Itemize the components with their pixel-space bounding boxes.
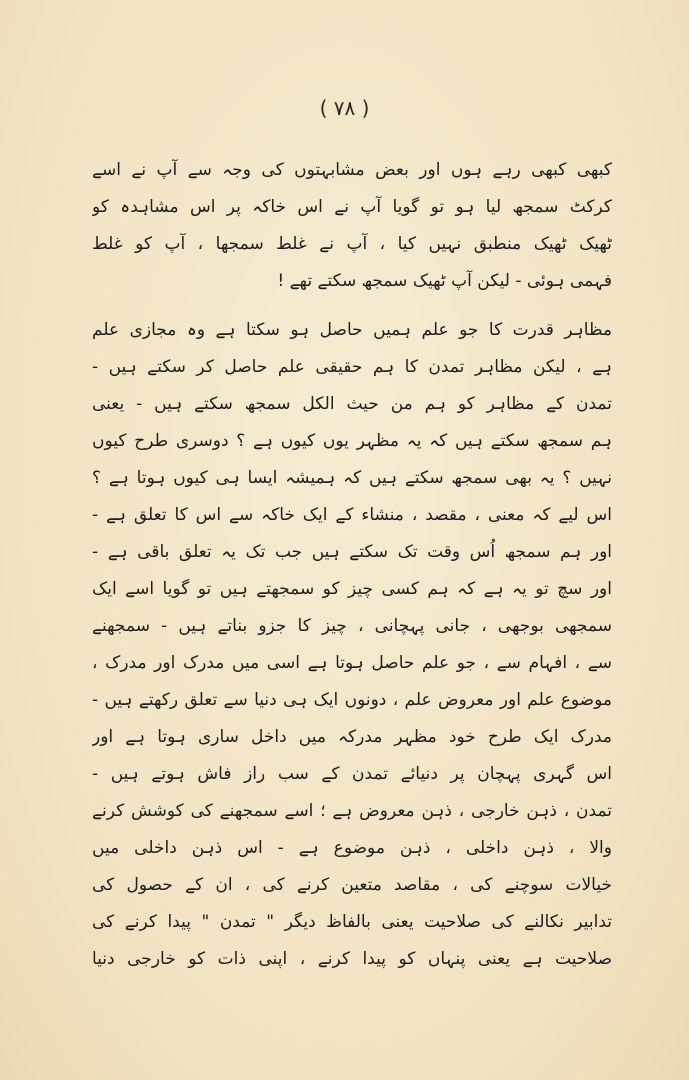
paragraph-1 bbox=[92, 152, 612, 300]
text-line: کرکٹ سمجھ لیا ہو تو گویا آپ نے اس خاکہ پر اس مشاہدہ کو bbox=[92, 197, 612, 217]
text-line: مدرک ایک طرح خود مظہر مدرکہ میں داخل ساری ہوتا ہے اور bbox=[92, 727, 612, 747]
text-line: ہم سمجھ سکتے ہیں کہ یہ مظہر یوں کیوں ہے ؟ دوسری طرح کیوں bbox=[92, 431, 612, 451]
text-line: تمدن کے مظاہر کو ہم من حیث الکل سمجھ سکتے ہیں - یعنی bbox=[92, 394, 612, 414]
text-line: خیالات سوچنے کی ، مقاصد متعین کرنے کی ، ان کے حصول کی bbox=[92, 875, 612, 895]
text-line: صلاحیت ہے یعنی پنہاں کو پیدا کرنے ، اپنی ذات کو خارجی دنیا bbox=[92, 949, 612, 969]
paragraph-2 bbox=[92, 312, 612, 978]
text-line: ٹھیک ٹھیک منطبق نہیں کیا ، آپ نے غلط سمجھا ، آپ کو غلط bbox=[92, 234, 612, 254]
text-line: والا ، ذہن داخلی ، ذہن موضوع ہے - اس ذہن داخلی میں bbox=[92, 838, 612, 858]
text-line: ہے ، لیکن مظاہر تمدن کا ہم حقیقی علم حاصل کر سکتے ہیں - bbox=[92, 357, 612, 377]
text-line: اور ہم سمجھ اُس وقت تک سکتے ہیں جب تک یہ تعلق باقی ہے - bbox=[92, 542, 612, 562]
text-line: فہمی ہوئی - لیکن آپ ٹھیک سمجھ سکتے تھے ! bbox=[277, 271, 612, 291]
text-line: سمجھی بوجھی ، جانی پہچانی ، چیز کا جزو بناتے ہیں - سمجھنے bbox=[92, 616, 612, 636]
text-line: مظاہر قدرت کا جو علم ہمیں حاصل ہو سکتا ہے وہ مجازی علم bbox=[92, 320, 612, 340]
text-line: کبھی کبھی رہے ہوں اور بعض مشابہتوں کی وجہ سے آپ نے اسے bbox=[92, 160, 612, 180]
text-line: تدابیر نکالنے کی صلاحیت یعنی بالفاظ دیگر " تمدن " پیدا کرنے کی bbox=[92, 912, 612, 932]
text-line: اور سچ تو یہ ہے کہ ہم کسی چیز کو سمجھتے ہیں تو گویا اسے ایک bbox=[92, 579, 612, 599]
text-line: اس گہری پہچان پر دنیائے تمدن کے سب راز فاش ہوتے ہیں - bbox=[92, 764, 612, 784]
text-line: موضوع علم اور معروض علم ، دونوں ایک ہی دنیا سے تعلق رکھتے ہیں - bbox=[92, 690, 612, 710]
page-number: ( ٧٨ ) bbox=[319, 96, 370, 120]
text-line: اس لیے کہ معنی ، مقصد ، منشاء کے ایک خاکہ سے اس کا تعلق ہے - bbox=[92, 505, 612, 525]
text-line: سے ، افہام سے ، جو علم حاصل ہوتا ہے اسی میں مدرک اور مدرک ، bbox=[92, 653, 612, 673]
text-line: تمدن ، ذہن خارجی ، ذہن معروض ہے ؛ اسے سمجھنے کی کوشش کرنے bbox=[92, 801, 612, 821]
text-line: نہیں ؟ یہ بھی سمجھ سکتے ہیں کہ ہمیشہ ایسا ہی کیوں ہوتا ہے ؟ bbox=[92, 468, 612, 488]
